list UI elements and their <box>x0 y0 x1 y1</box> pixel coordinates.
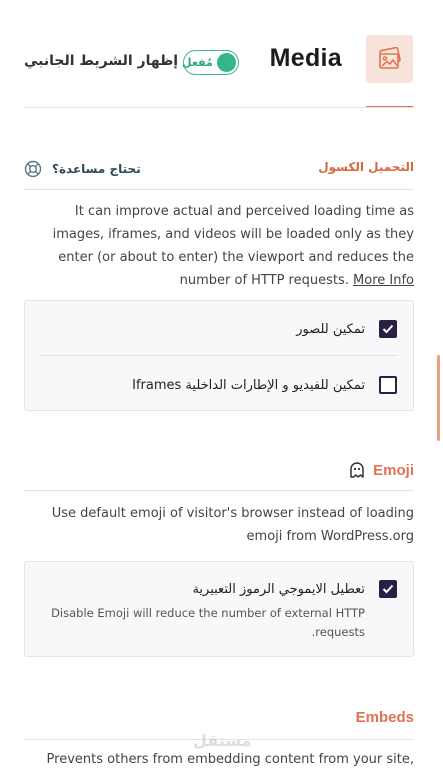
emoji-title-text: Emoji <box>373 461 414 479</box>
watermark-logo: مستقل <box>193 731 252 750</box>
section-divider <box>24 189 414 190</box>
page-title: Media <box>269 44 342 72</box>
image-gallery-icon <box>377 47 403 71</box>
media-header <box>0 0 443 110</box>
lazy-load-iframes-label: تمكين للفيديو و الإطارات الداخلية Iframes <box>132 377 365 393</box>
disable-emoji-checkbox[interactable] <box>379 580 397 598</box>
section-divider <box>24 490 414 491</box>
toggle-knob <box>217 53 236 72</box>
disable-emoji-note: Disable Emoji will reduce the number of external HTTP requests. <box>51 606 365 639</box>
sidebar-toggle-label: إظهار الشريط الجانبي <box>24 53 179 69</box>
option-divider <box>41 355 397 356</box>
emoji-options-card <box>24 561 414 657</box>
embeds-section-title: Embeds <box>355 709 414 726</box>
lazy-load-description <box>24 200 414 292</box>
lazy-load-description-text: It can improve actual and perceived loading time as images, iframes, and videos will be loaded only as they enter (or about to enter) the viewport and reduces the number of HTTP requests. <box>52 204 414 288</box>
disable-emoji-option[interactable] <box>192 580 397 598</box>
lazy-load-images-label: تمكين للصور <box>296 321 365 337</box>
emoji-section-title <box>347 460 414 480</box>
help-link[interactable] <box>24 160 141 178</box>
checkmark-icon <box>382 584 394 594</box>
lazy-load-iframes-option[interactable] <box>132 376 397 394</box>
lazy-load-iframes-checkbox[interactable] <box>379 376 397 394</box>
lazy-load-options-card <box>24 300 414 411</box>
lazy-load-images-checkbox[interactable] <box>379 320 397 338</box>
disable-emoji-label: تعطيل الايموجي الرموز التعبيرية <box>192 581 365 597</box>
more-info-link[interactable]: More Info <box>353 273 414 288</box>
header-divider <box>24 107 414 108</box>
embeds-description: Prevents others from embedding content from your site, <box>46 752 414 767</box>
scrollbar[interactable] <box>437 355 440 441</box>
toggle-state-label: مُفعل <box>182 56 213 69</box>
emoji-description: Use default emoji of visitor's browser instead of loading emoji from WordPress.org <box>51 506 414 544</box>
lifebuoy-icon <box>24 160 42 178</box>
lazy-load-images-option[interactable] <box>296 320 397 338</box>
lazy-load-title: التحميل الكسول <box>318 160 414 174</box>
media-tab-icon[interactable] <box>366 35 413 83</box>
help-link-label: تحتاج مساعدة؟ <box>52 162 141 176</box>
checkmark-icon <box>382 324 394 334</box>
ghost-icon <box>347 460 367 480</box>
